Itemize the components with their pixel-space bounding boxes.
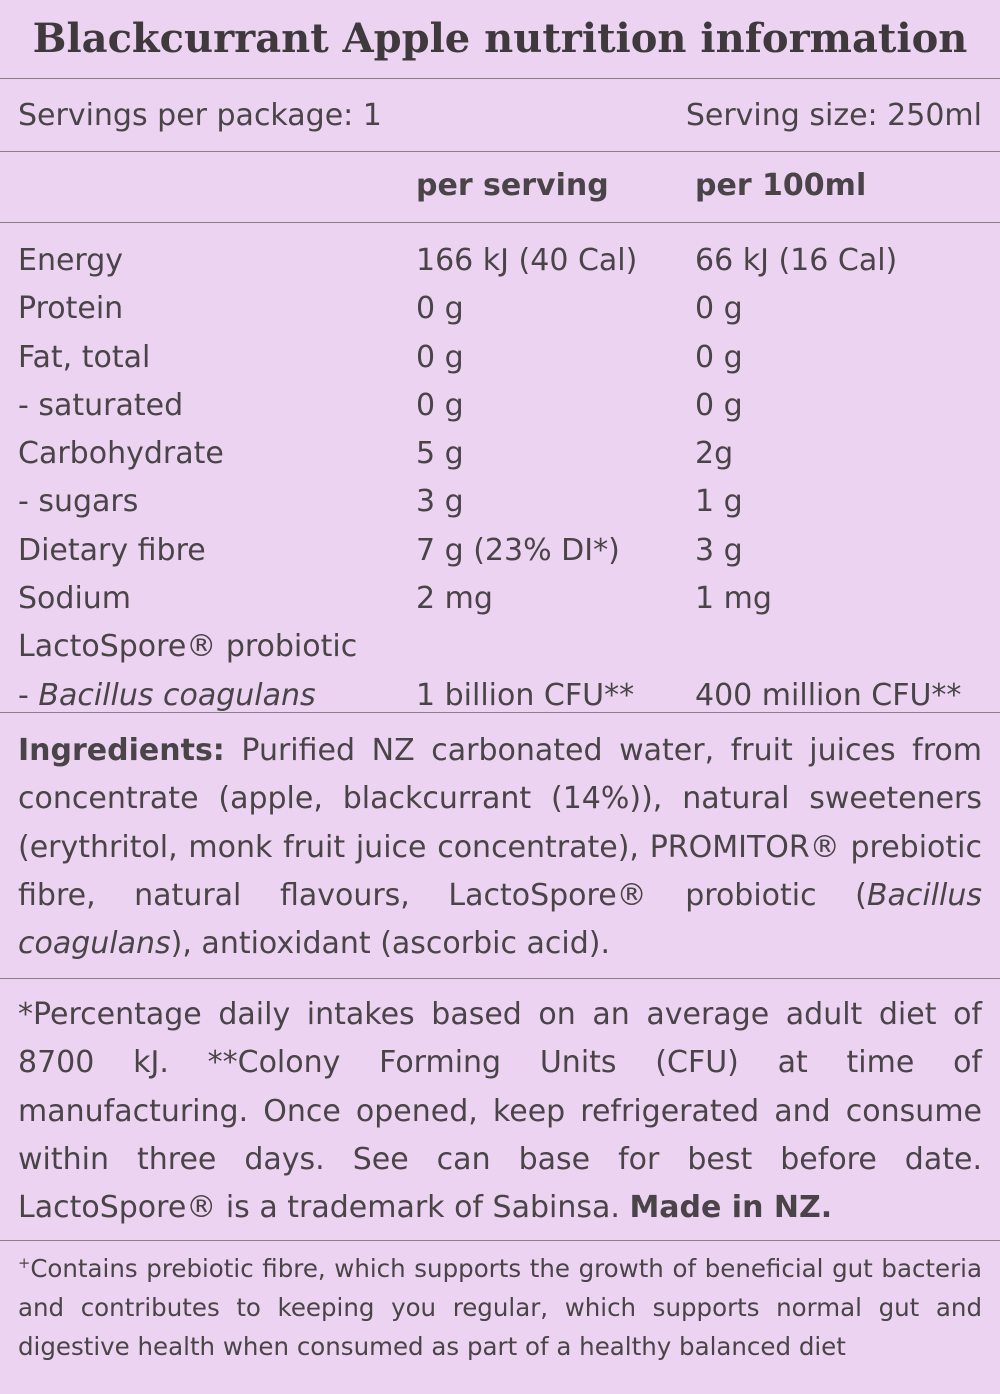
made-in-nz: Made in NZ. [629,1190,833,1226]
ingredients-text: Purified NZ carbonated water, fruit juices from concentrate (apple, blackcurrant (14%)), natural sweeteners (erythritol, monk fruit juice concentrate), PROMITOR® prebiotic fibre, natural flavours, LactoSpore® probiotic ( [18,733,982,913]
per-100ml-value: 1 g [695,484,743,520]
header-per-100ml: per 100ml [695,168,867,203]
ingredients-species: Bacillus coagulans [18,877,982,962]
per-serving-value: 0 g [416,387,464,423]
probiotic-species: Bacillus coagulans [38,677,316,713]
ingredients-section [0,713,1000,979]
table-row [0,672,1000,720]
per-serving-value: 5 g [416,436,464,472]
per-100ml-value: 66 kJ (16 Cal) [695,243,898,278]
per-serving-value: 166 kJ (40 Cal) [416,243,638,278]
table-row [0,382,1000,430]
table-row [0,430,1000,478]
per-serving-value: 0 g [416,339,464,375]
per-serving-value: 0 g [416,291,464,327]
nutrient-name: Carbohydrate [18,436,224,472]
per-serving-value: 2 mg [416,581,493,617]
table-row [0,285,1000,333]
nutrient-name: Protein [18,291,124,327]
table-row [0,575,1000,623]
per-100ml-value: 0 g [695,387,743,423]
notes-section [0,979,1000,1241]
table-row [0,527,1000,575]
table-row [0,623,1000,671]
nutrient-name: Fat, total [18,339,151,375]
serving-size: Serving size: 250ml [685,97,982,133]
table-row [0,237,1000,285]
probiotic-prefix: - [18,677,39,713]
nutrient-name: Energy [18,243,124,278]
footer-text: Contains prebiotic fibre, which supports the growth of beneficial gut bacteria and contributes to keeping you regular, which supports normal gut and digestive health when consumed as part of a healthy balanced diet [18,1254,982,1361]
per-100ml-value: 3 g [695,532,743,568]
per-100ml-value: 400 million CFU** [695,677,962,713]
nutrient-name [18,678,316,713]
table-row [0,478,1000,526]
ingredients-label: Ingredients: [18,733,225,768]
servings-per-package: Servings per package: 1 [18,97,382,133]
nutrient-name: - saturated [18,387,184,423]
page-title: Blackcurrant Apple nutrition information [0,0,1000,79]
nutrient-name: LactoSpore® probiotic [18,629,358,665]
per-serving-value: 1 billion CFU** [416,677,635,713]
per-100ml-value: 0 g [695,291,743,327]
notes-text: *Percentage daily intakes based on an average adult diet of 8700 kJ. **Colony Forming Units (CFU) at time of manufacturing. Once opened, keep refrigerated and consume within three days. See can base for best before date. LactoSpore® is a trademark of Sabinsa. [18,997,982,1226]
serving-info [0,79,1000,152]
header-per-serving: per serving [416,168,609,203]
column-headers [0,152,1000,223]
per-serving-value: 7 g (23% DI*) [416,532,620,568]
per-serving-value: 3 g [416,484,464,520]
footer-marker: + [18,1254,31,1272]
nutrient-name: - sugars [18,484,139,520]
nutrition-table [0,223,1000,713]
nutrient-name: Sodium [18,581,132,617]
per-100ml-value: 1 mg [695,581,772,617]
per-100ml-value: 0 g [695,339,743,375]
table-row [0,334,1000,382]
ingredients-text-end: ), antioxidant (ascorbic acid). [170,926,610,962]
per-100ml-value: 2g [695,436,734,472]
nutrient-name: Dietary fibre [18,532,206,568]
footer-note [0,1241,1000,1374]
